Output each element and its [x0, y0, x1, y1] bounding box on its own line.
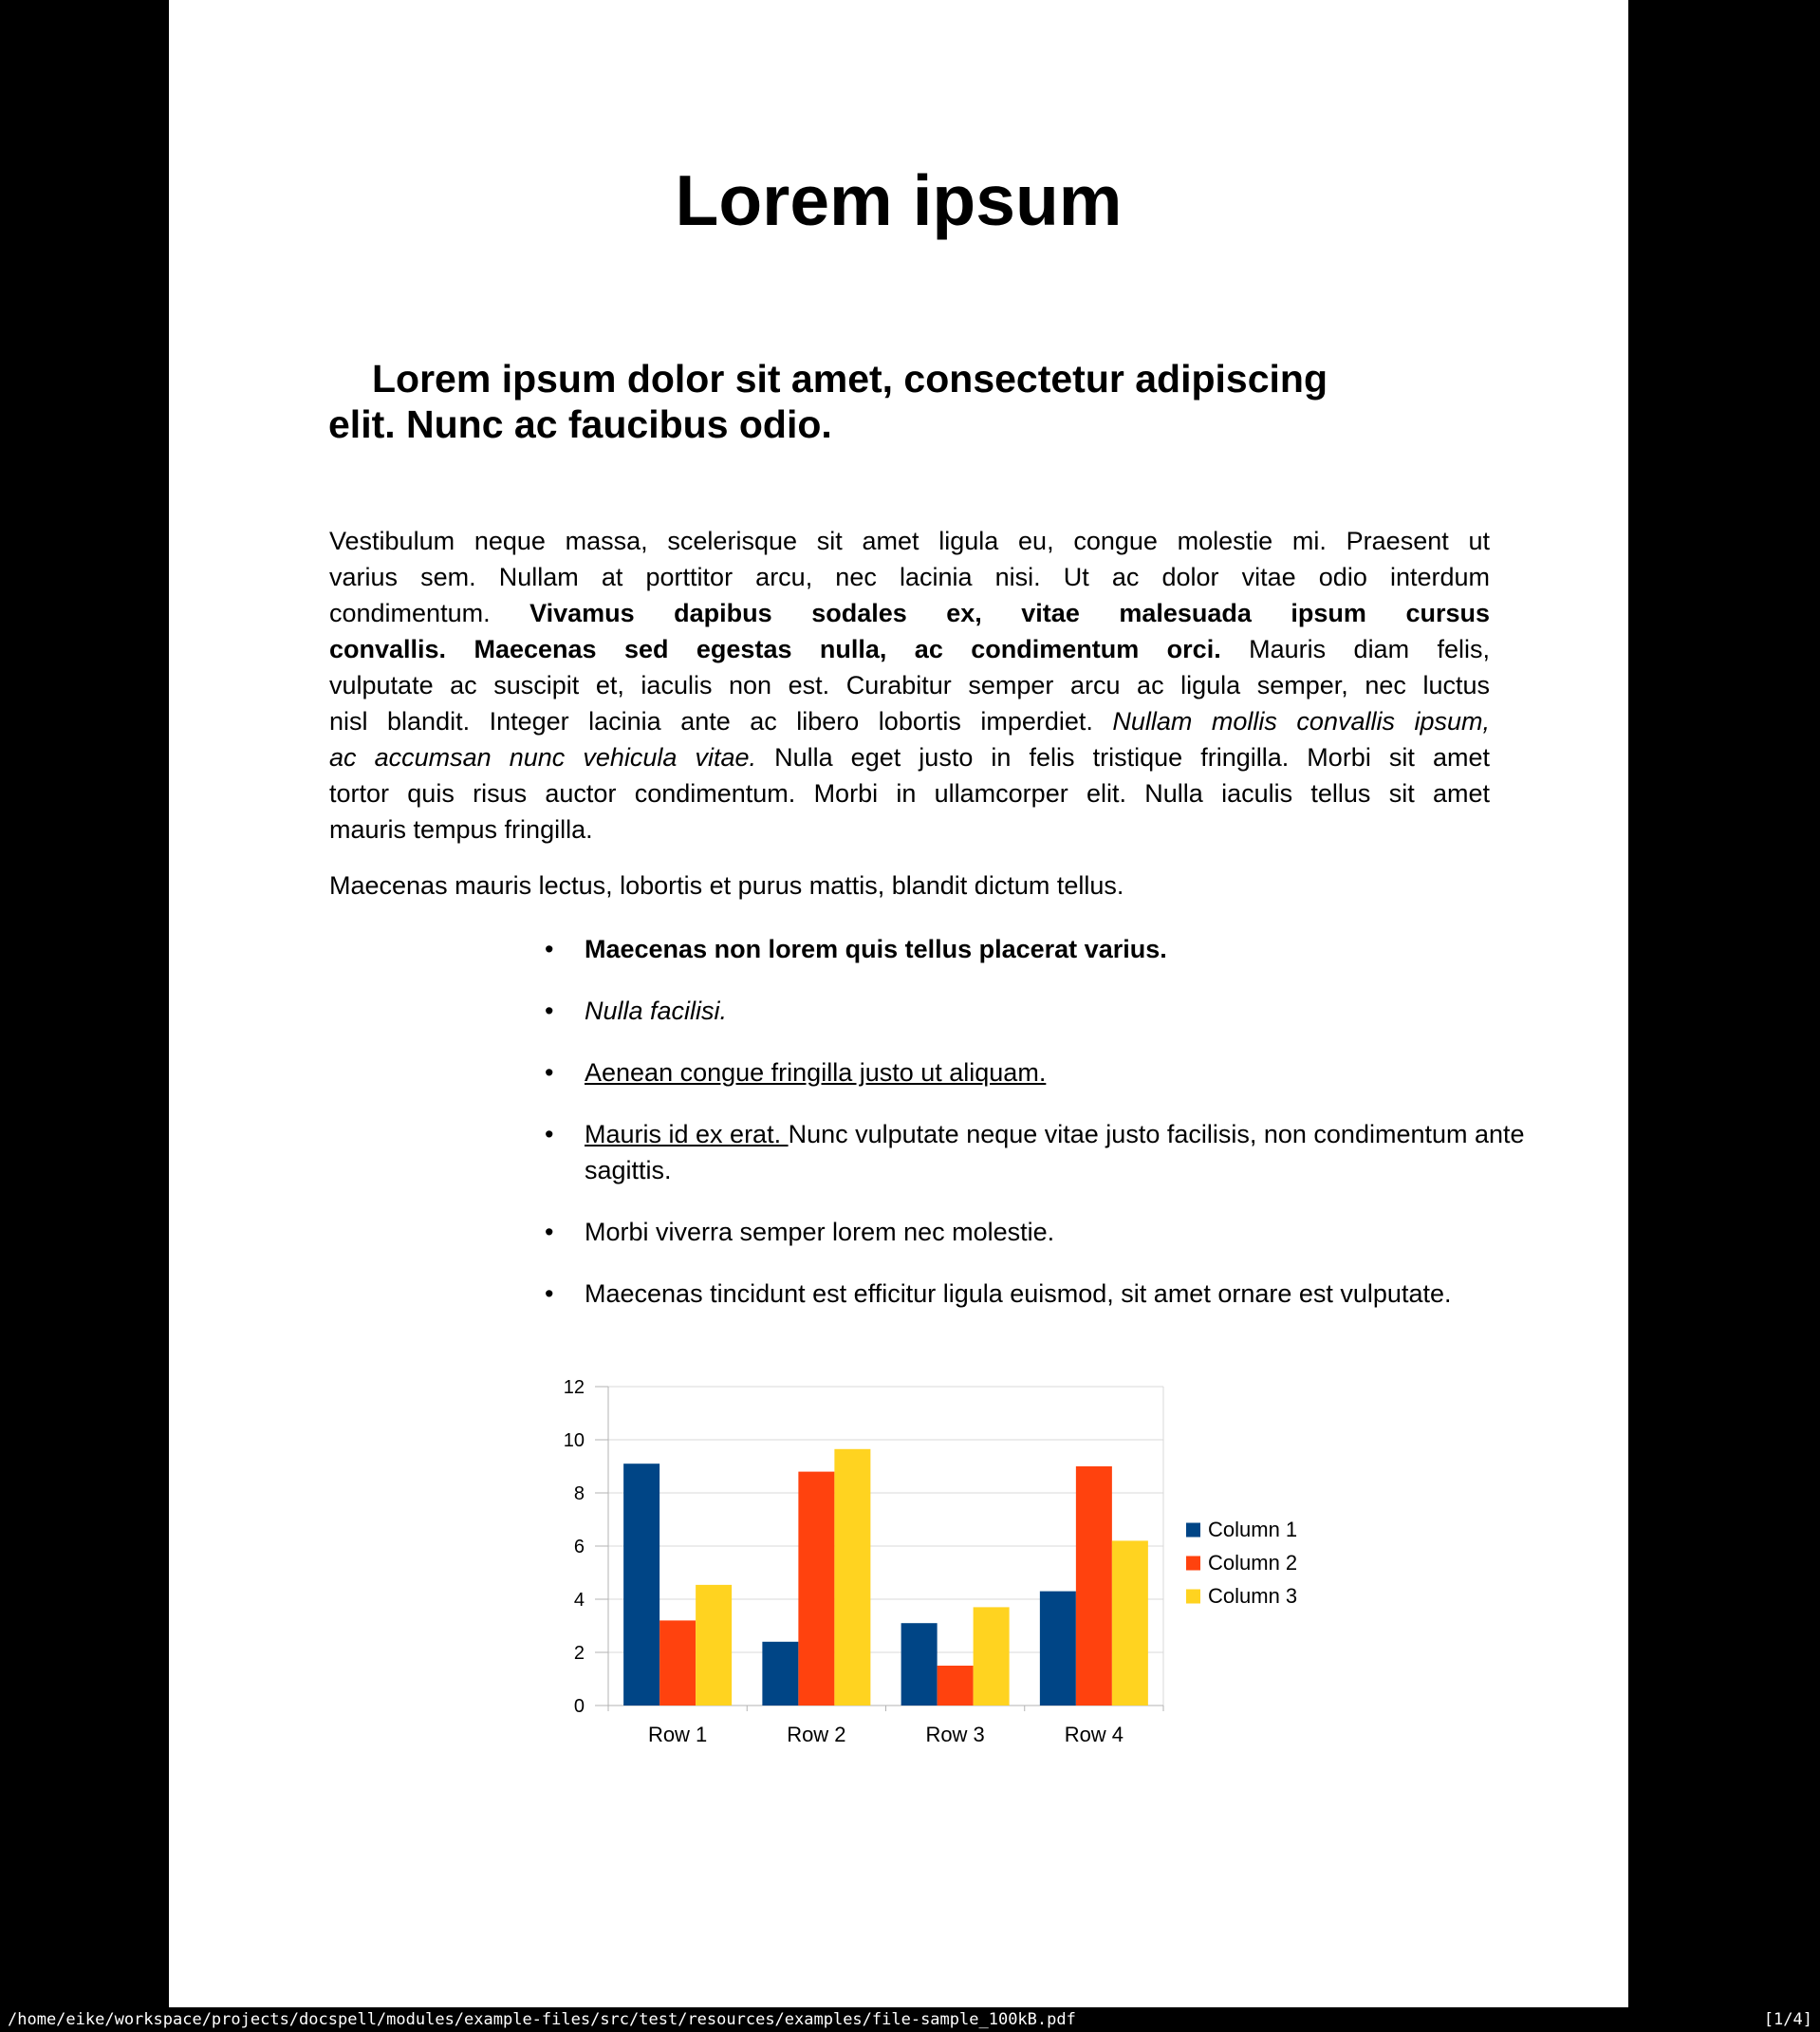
bullet-item	[585, 1116, 1666, 1188]
bullet-line	[585, 1214, 1666, 1250]
paragraph-line	[329, 595, 1490, 631]
x-axis-label: Row 1	[647, 1723, 708, 1746]
y-axis-label: 12	[563, 1377, 585, 1398]
document-title: Lorem ipsum	[675, 160, 1123, 240]
bullet-line	[585, 1054, 1666, 1091]
y-axis-label: 8	[573, 1483, 585, 1504]
bar	[659, 1620, 696, 1706]
y-axis-label: 0	[573, 1696, 585, 1717]
text-segment: Maecenas non lorem quis tellus placerat varius.	[585, 935, 1167, 963]
x-axis-label: Row 3	[925, 1723, 985, 1746]
text-segment: nisl blandit. Integer lacinia ante ac libero lobortis imperdiet.	[329, 707, 1113, 736]
text-segment: Vivamus dapibus sodales ex, vitae malesuada ipsum cursus	[529, 599, 1490, 627]
body-paragraph	[329, 523, 1490, 848]
paragraph-line	[329, 775, 1490, 811]
text-segment: convallis. Maecenas sed egestas nulla, ac condimentum orci.	[329, 635, 1221, 663]
bullet-line	[585, 931, 1666, 967]
paragraph-line	[329, 667, 1490, 703]
bullet-line	[585, 1276, 1666, 1312]
text-segment: Maecenas tincidunt est efficitur ligula euismod, sit amet ornare est vulputate.	[585, 1279, 1452, 1308]
text-segment: vulputate ac suscipit et, iaculis non est. Curabitur semper arcu ac ligula semper, nec luctus	[329, 671, 1490, 699]
text-segment: tortor quis risus auctor condimentum. Morbi in ullamcorper elit. Nulla iaculis tellus sit amet	[329, 779, 1490, 808]
legend-label: Column 2	[1208, 1551, 1298, 1575]
bullet-list	[585, 931, 1666, 1337]
body-paragraph: Maecenas mauris lectus, lobortis et purus mattis, blandit dictum tellus.	[329, 871, 1124, 900]
text-segment: Nulla facilisi.	[585, 997, 728, 1025]
x-axis-label: Row 4	[1064, 1723, 1124, 1746]
bullet-item	[585, 931, 1666, 967]
legend-swatch	[1186, 1557, 1200, 1571]
bar	[762, 1642, 798, 1706]
text-segment: Vestibulum neque massa, scelerisque sit amet ligula eu, congue molestie mi. Praesent ut	[329, 527, 1490, 555]
bar	[623, 1463, 659, 1706]
legend-label: Column 1	[1208, 1518, 1298, 1541]
text-segment: ac accumsan nunc vehicula vitae.	[329, 743, 757, 772]
document-subheading	[328, 356, 1490, 447]
legend-label: Column 3	[1208, 1584, 1298, 1608]
text-segment: Mauris diam felis,	[1220, 635, 1491, 663]
text-segment: sagittis.	[585, 1156, 672, 1184]
bullet-line	[585, 1152, 1666, 1188]
page-indicator: [1/4]	[1763, 2010, 1812, 2029]
bar	[974, 1607, 1010, 1706]
text-segment: Morbi viverra semper lorem nec molestie.	[585, 1218, 1055, 1246]
bar	[696, 1585, 732, 1706]
y-axis-label: 6	[573, 1537, 585, 1557]
subheading-line: Lorem ipsum dolor sit amet, consectetur adipiscing	[372, 357, 1328, 401]
legend-swatch	[1186, 1523, 1200, 1538]
text-segment: Nunc vulputate neque vitae justo facilisis, non condimentum ante	[788, 1120, 1525, 1148]
bullet-item	[585, 1276, 1666, 1312]
bullet-item	[585, 1214, 1666, 1250]
text-segment: Mauris id ex erat.	[585, 1120, 789, 1148]
y-axis-label: 10	[563, 1430, 585, 1451]
bar	[798, 1472, 834, 1706]
text-segment: mauris tempus fringilla.	[329, 815, 593, 844]
document-page	[169, 0, 1628, 2007]
y-axis-label: 4	[573, 1590, 585, 1611]
text-segment: Nulla eget justo in felis tristique fringilla. Morbi sit amet	[756, 743, 1490, 772]
bar-chart	[501, 1357, 1355, 1775]
paragraph-line	[329, 523, 1490, 559]
bar	[1076, 1466, 1112, 1706]
text-segment: Nullam mollis convallis ipsum,	[1112, 707, 1491, 736]
paragraph-line	[329, 703, 1490, 739]
bar	[834, 1449, 870, 1706]
bar	[1040, 1592, 1076, 1706]
file-path: /home/eike/workspace/projects/docspell/modules/example-files/src/test/resources/examples/file-sample_100kB.pdf	[8, 2010, 1076, 2029]
text-segment: varius sem. Nullam at porttitor arcu, nec lacinia nisi. Ut ac dolor vitae odio interdum	[329, 563, 1490, 591]
bar	[1112, 1540, 1148, 1706]
text-segment: Aenean congue fringilla justo ut aliquam.	[585, 1058, 1047, 1087]
bullet-item	[585, 1054, 1666, 1091]
bullet-line	[585, 1116, 1666, 1152]
paragraph-line	[329, 811, 1490, 848]
paragraph-line	[329, 559, 1490, 595]
paragraph-line	[329, 631, 1490, 667]
bullet-item	[585, 993, 1666, 1029]
bar	[938, 1666, 974, 1706]
legend-swatch	[1186, 1590, 1200, 1604]
bar-chart-canvas	[501, 1357, 1355, 1775]
text-segment: condimentum.	[329, 599, 530, 627]
paragraph-line	[329, 739, 1490, 775]
subheading-line: elit. Nunc ac faucibus odio.	[328, 402, 832, 446]
bar	[901, 1623, 938, 1706]
y-axis-label: 2	[573, 1643, 585, 1664]
x-axis-label: Row 2	[787, 1723, 846, 1746]
statusbar	[0, 2007, 1820, 2032]
bullet-line	[585, 993, 1666, 1029]
